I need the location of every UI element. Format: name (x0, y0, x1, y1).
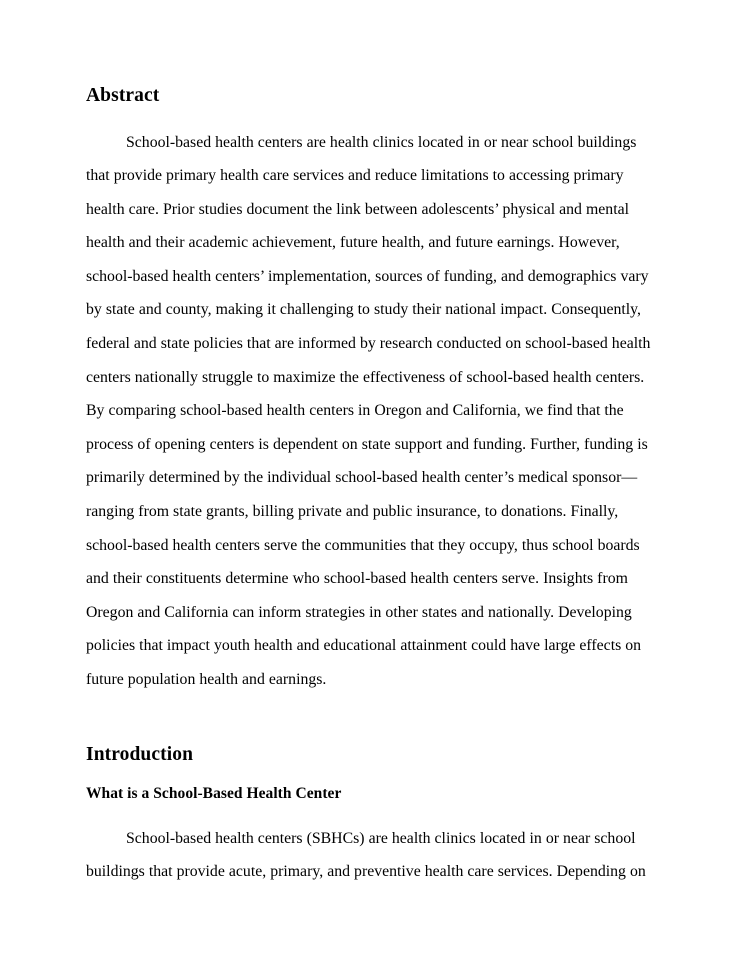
introduction-paragraph: School-based health centers (SBHCs) are health clinics located in or near school buildings that provide acute, primary, and preventive health care services. Depending on (86, 829, 646, 881)
abstract-heading: Abstract (86, 85, 160, 106)
spacer-after-abstract-heading (86, 106, 652, 126)
introduction-heading: Introduction (86, 743, 194, 765)
top-margin-spacer (86, 0, 652, 86)
document-text-column (86, 0, 652, 889)
introduction-subheading: What is a School-Based Health Center (86, 785, 342, 803)
spacer-after-abstract-body (86, 697, 652, 745)
spacer-after-introduction-heading (86, 764, 652, 786)
spacer-after-subheading (86, 802, 652, 822)
abstract-paragraph: School-based health centers are health clinics located in or near school buildings that provide primary health care services and reduce limitations to accessing primary health care. Prior studies document the link between adolescents’ physical and mental health and their academic achievement, future health, and future earnings. However, school-based health centers’ implementation, sources of funding, and demographics vary by state and county, making it challenging to study their national impact. Consequently, federal and state policies that are informed by research conducted on school-based health centers nationally struggle to maximize the effectiveness of school-based health centers. By comparing school-based health centers in Oregon and California, we find that the process of opening centers is dependent on state support and funding. Further, funding is primarily determined by the individual school-based health center’s medical sponsor— ranging from state grants, billing private and public insurance, to donations. Finally, school-based health centers serve the communities that they occupy, thus school boards and their constituents determine who school-based health centers serve. Insights from Oregon and California can inform strategies in other states and nationally. Developing policies that impact youth health and educational attainment could have large effects on future population health and earnings. (86, 133, 651, 688)
